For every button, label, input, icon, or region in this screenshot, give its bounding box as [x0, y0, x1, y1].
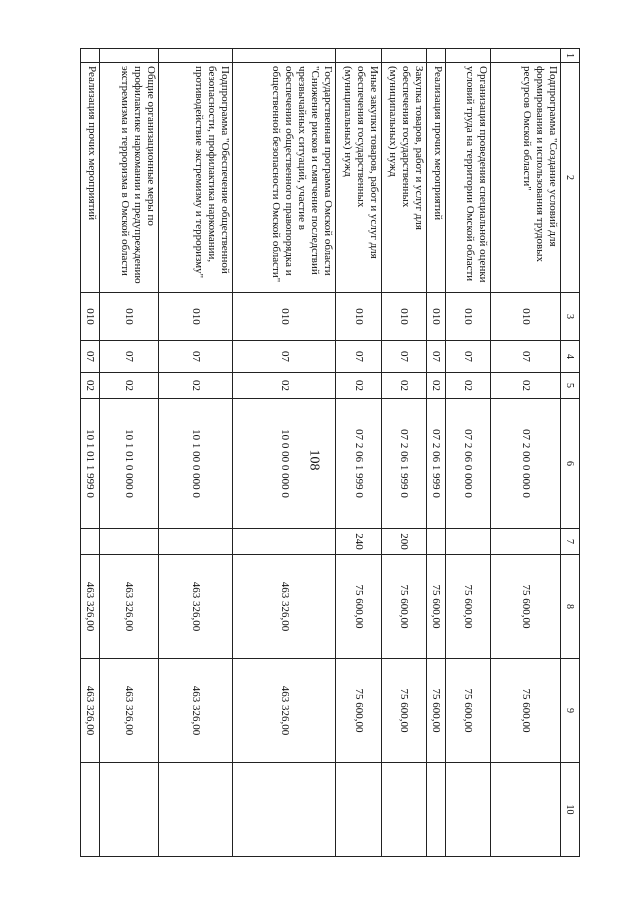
- cell-col7: [99, 529, 159, 555]
- cell-col8: 75 600,00: [445, 555, 490, 659]
- cell-col1: [381, 49, 426, 63]
- cell-col1: [427, 49, 446, 63]
- cell-col4: 07: [99, 341, 159, 373]
- cell-col8: 75 600,00: [336, 555, 381, 659]
- table-row: [381, 49, 426, 857]
- cell-col9: 75 600,00: [427, 659, 446, 763]
- cell-col6: 10 0 00 0 000 0: [233, 399, 336, 529]
- cell-col6: 10 1 00 0 000 0: [159, 399, 233, 529]
- cell-col10: [381, 763, 426, 857]
- header-cell: 7: [561, 529, 580, 555]
- cell-col5: 02: [99, 373, 159, 399]
- cell-col5: 02: [159, 373, 233, 399]
- cell-col7: 200: [381, 529, 426, 555]
- cell-col9: 463 326,00: [159, 659, 233, 763]
- cell-description: Подпрограмма "Создание условий для формирования и использования трудовых ресурсов Омской области": [490, 63, 560, 293]
- cell-col8: 463 326,00: [81, 555, 100, 659]
- cell-col7: 240: [336, 529, 381, 555]
- cell-col1: [336, 49, 381, 63]
- cell-col5: 02: [233, 373, 336, 399]
- cell-col3: 010: [427, 293, 446, 341]
- cell-col3: 010: [233, 293, 336, 341]
- cell-description: Иные закупки товаров, работ и услуг для обеспечения государственных (муниципальных) нужд: [336, 63, 381, 293]
- cell-col4: 07: [445, 341, 490, 373]
- cell-col4: 07: [490, 341, 560, 373]
- cell-col4: 07: [233, 341, 336, 373]
- cell-col9: 75 600,00: [490, 659, 560, 763]
- cell-col3: 010: [490, 293, 560, 341]
- cell-col8: 75 600,00: [490, 555, 560, 659]
- table-row: [99, 49, 159, 857]
- cell-col4: 07: [81, 341, 100, 373]
- cell-col3: 010: [99, 293, 159, 341]
- table-row: [490, 49, 560, 857]
- cell-col9: 75 600,00: [336, 659, 381, 763]
- cell-col6: 07 2 06 1 999 0: [381, 399, 426, 529]
- cell-col4: 07: [381, 341, 426, 373]
- table-row: [159, 49, 233, 857]
- header-cell: 4: [561, 341, 580, 373]
- cell-col1: [490, 49, 560, 63]
- cell-col10: [81, 763, 100, 857]
- cell-col3: 010: [336, 293, 381, 341]
- cell-col8: 463 326,00: [233, 555, 336, 659]
- cell-col10: [490, 763, 560, 857]
- cell-col10: [99, 763, 159, 857]
- cell-col7: [490, 529, 560, 555]
- table-row: [445, 49, 490, 857]
- header-cell: 10: [561, 763, 580, 857]
- cell-col6: 07 2 06 1 999 0: [336, 399, 381, 529]
- cell-description: Общие организационные меры по профилактике наркомании и предупреждению экстремизма и терроризма в Омской области: [99, 63, 159, 293]
- cell-col1: [99, 49, 159, 63]
- cell-col6: 10 1 01 1 999 0: [81, 399, 100, 529]
- cell-col5: 02: [381, 373, 426, 399]
- page-number: 108: [306, 449, 322, 471]
- header-cell: 5: [561, 373, 580, 399]
- cell-col7: [427, 529, 446, 555]
- rotated-table: [80, 48, 580, 856]
- cell-col10: [336, 763, 381, 857]
- cell-col9: 75 600,00: [445, 659, 490, 763]
- cell-col4: 07: [159, 341, 233, 373]
- cell-col5: 02: [336, 373, 381, 399]
- cell-col1: [81, 49, 100, 63]
- cell-description: Подпрограмма "Обеспечение общественной безопасности, профилактика наркомании, противодействие экстремизму и терроризму": [159, 63, 233, 293]
- cell-col8: 75 600,00: [427, 555, 446, 659]
- cell-col10: [445, 763, 490, 857]
- cell-description: Закупка товаров, работ и услуг для обеспечения государственных (муниципальных) нужд: [381, 63, 426, 293]
- cell-col4: 07: [336, 341, 381, 373]
- cell-description: Реализация прочих мероприятий: [81, 63, 100, 293]
- cell-col7: [233, 529, 336, 555]
- cell-col3: 010: [381, 293, 426, 341]
- table-row: [336, 49, 381, 857]
- header-cell: 3: [561, 293, 580, 341]
- cell-col6: 07 2 06 1 999 0: [427, 399, 446, 529]
- cell-description: Государственная программа Омской области "Снижение рисков и смягчение последствий чрезвычайных ситуаций, участие в обеспечении общественного правопорядка и общественной безопасности Омской области": [233, 63, 336, 293]
- cell-col10: [159, 763, 233, 857]
- cell-col3: 010: [159, 293, 233, 341]
- cell-col9: 463 326,00: [99, 659, 159, 763]
- cell-col9: 463 326,00: [233, 659, 336, 763]
- cell-col10: [233, 763, 336, 857]
- header-cell: 6: [561, 399, 580, 529]
- cell-description: Организация проведения специальной оценки условий труда на территории Омской области: [445, 63, 490, 293]
- cell-col4: 07: [427, 341, 446, 373]
- cell-col7: [445, 529, 490, 555]
- cell-col9: 75 600,00: [381, 659, 426, 763]
- cell-col8: 463 326,00: [99, 555, 159, 659]
- cell-col1: [159, 49, 233, 63]
- budget-table-wrapper: [80, 48, 580, 856]
- header-cell: 2: [561, 63, 580, 293]
- cell-col1: [445, 49, 490, 63]
- cell-col7: [81, 529, 100, 555]
- header-row: [561, 49, 580, 857]
- header-cell: 9: [561, 659, 580, 763]
- cell-col6: 07 2 00 0 000 0: [490, 399, 560, 529]
- cell-col10: [427, 763, 446, 857]
- table-row: [427, 49, 446, 857]
- cell-col6: 10 1 01 0 000 0: [99, 399, 159, 529]
- table-row: [81, 49, 100, 857]
- cell-col8: 463 326,00: [159, 555, 233, 659]
- cell-col5: 02: [490, 373, 560, 399]
- cell-col5: 02: [81, 373, 100, 399]
- cell-col1: [233, 49, 336, 63]
- cell-col7: [159, 529, 233, 555]
- cell-description: Реализация прочих мероприятий: [427, 63, 446, 293]
- cell-col5: 02: [427, 373, 446, 399]
- cell-col9: 463 326,00: [81, 659, 100, 763]
- header-cell: 1: [561, 49, 580, 63]
- cell-col6: 07 2 06 0 000 0: [445, 399, 490, 529]
- table-row: [233, 49, 336, 857]
- cell-col8: 75 600,00: [381, 555, 426, 659]
- cell-col3: 010: [445, 293, 490, 341]
- cell-col5: 02: [445, 373, 490, 399]
- cell-col3: 010: [81, 293, 100, 341]
- header-cell: 8: [561, 555, 580, 659]
- budget-table: [80, 48, 580, 857]
